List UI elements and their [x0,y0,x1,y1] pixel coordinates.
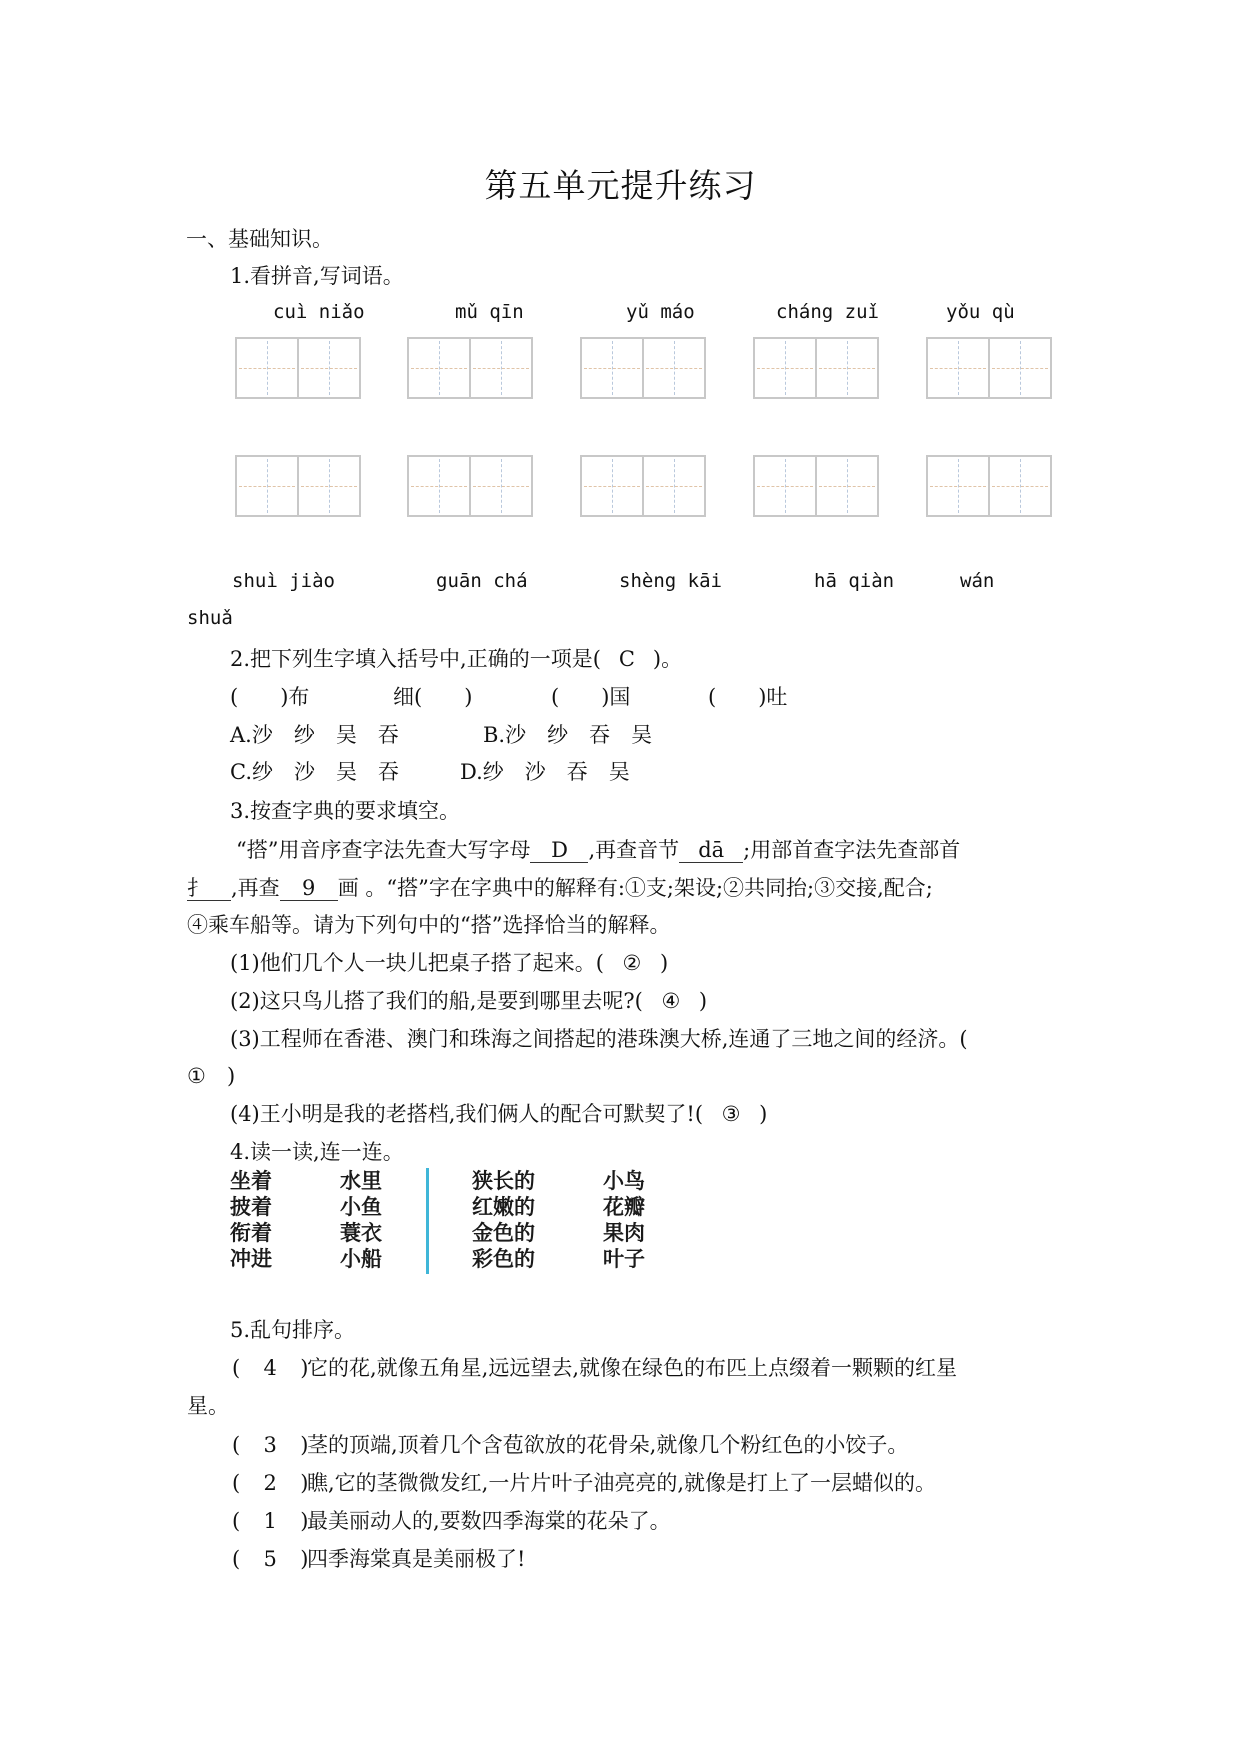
q2-option-d[interactable]: D.纱 沙 吞 吴 [460,760,630,784]
q3-item-answer[interactable]: ② [622,951,642,975]
order-blank[interactable]: ( 1 ) [232,1509,309,1533]
q3-item-wrap [187,1062,235,1090]
grid-cell[interactable] [928,339,988,397]
q1-prompt: 1.看拼音,写词语。 [230,264,404,288]
character-grid[interactable] [407,337,533,399]
grid-cell[interactable] [237,457,297,515]
match-item[interactable]: 小鸟 [603,1169,645,1193]
q3-item-answer[interactable]: ③ [721,1102,741,1126]
character-grid[interactable] [580,455,706,517]
q2-blank[interactable]: ( )国 [551,685,631,709]
pinyin-label: guān chá [436,570,528,592]
q3-item-end: ) [759,1102,768,1126]
grid-cell[interactable] [815,457,877,515]
order-blank[interactable]: ( 4 ) [232,1356,309,1380]
grid-cell[interactable] [469,339,531,397]
q3-item-text: (2)这只鸟儿搭了我们的船,是要到哪里去呢?( [230,989,643,1013]
q3-text: 画 。“搭”字在字典中的解释有:①支;架设;②共同抬;③交接,配合; [337,876,933,900]
pinyin-label: shèng kāi [619,570,722,592]
q5-item [232,1545,525,1573]
match-divider [426,1168,429,1274]
q3-line3: ④乘车船等。请为下列句中的“搭”选择恰当的解释。 [187,913,671,937]
order-value[interactable]: 1 [263,1509,277,1533]
q3-item [230,1100,767,1128]
character-grid[interactable] [926,337,1052,399]
grid-cell[interactable] [755,457,815,515]
match-item[interactable]: 狭长的 [472,1169,535,1193]
character-grid[interactable] [753,337,879,399]
q5-item [232,1354,957,1382]
q5-item-text: 茎的顶端,顶着几个含苞欲放的花骨朵,就像几个粉红色的小饺子。 [307,1433,909,1457]
match-item[interactable]: 小船 [340,1247,382,1271]
q3-item-end: ) [227,1064,236,1088]
pinyin-label: mǔ qīn [455,301,524,323]
match-item[interactable]: 花瓣 [603,1195,645,1219]
q2-prompt [230,645,682,673]
pinyin-label: cuì niǎo [273,301,365,323]
match-item[interactable]: 果肉 [603,1221,645,1245]
pinyin-label: shuì jiào [232,570,335,592]
grid-cell[interactable] [755,339,815,397]
q2-prompt-end: )。 [652,647,683,671]
q2-blank[interactable]: ( )吐 [708,685,788,709]
order-blank[interactable]: ( 5 ) [232,1547,309,1571]
grid-cell[interactable] [297,457,359,515]
radical-blank[interactable]: 扌 [187,876,231,901]
q5-item-text: 最美丽动人的,要数四季海棠的花朵了。 [307,1509,671,1533]
q5-item [232,1431,908,1459]
q2-option-b[interactable]: B.沙 纱 吞 吴 [483,723,653,747]
q3-text: ,再查音节 [588,838,680,862]
q2-option-a[interactable]: A.沙 纱 吴 吞 [230,723,399,747]
q5-item [232,1507,671,1535]
order-value[interactable]: 4 [263,1356,277,1380]
q3-item-end: ) [659,951,669,975]
q3-text: ;用部首查字法先查部首 [743,838,961,862]
grid-cell[interactable] [988,339,1050,397]
pinyin-label: yǒu qù [946,301,1015,323]
match-column-right-a [472,1168,535,1272]
q5-item-text: 瞧,它的茎微微发红,一片片叶子油亮亮的,就像是打上了一层蜡似的。 [307,1471,937,1495]
pinyin-label: shuǎ [187,607,233,629]
q2-blank[interactable]: ( )布 [230,685,310,709]
character-grid[interactable] [235,455,361,517]
section-heading: 一、基础知识。 [186,227,333,251]
match-column-right-b [603,1168,645,1272]
order-value[interactable]: 3 [263,1433,277,1457]
q3-line2 [187,874,933,902]
order-value[interactable]: 2 [263,1471,277,1495]
order-blank[interactable]: ( 2 ) [232,1471,309,1495]
q3-item-end: ) [698,989,708,1013]
q3-prompt: 3.按查字典的要求填空。 [230,799,461,823]
q2-answer[interactable]: C [618,647,635,671]
match-item[interactable]: 坐着 [230,1169,272,1193]
q5-item-text: 四季海棠真是美丽极了! [307,1547,526,1571]
grid-cell[interactable] [297,339,359,397]
character-grid[interactable] [407,455,533,517]
match-item[interactable]: 蓑衣 [340,1221,382,1245]
grid-cell[interactable] [469,457,531,515]
character-grid[interactable] [580,337,706,399]
match-item[interactable]: 叶子 [603,1247,645,1271]
q3-line1 [236,836,960,864]
character-grid[interactable] [235,337,361,399]
pinyin-label: cháng zuǐ [776,301,879,323]
match-item[interactable]: 红嫩的 [472,1195,535,1219]
q3-item: (3)工程师在香港、澳门和珠海之间搭起的港珠澳大桥,连通了三地之间的经济。( [230,1027,968,1051]
q3-item [230,987,707,1015]
q2-blank[interactable]: 细( ) [393,685,473,709]
q3-item-answer[interactable]: ① [187,1064,206,1088]
match-column-left-a [230,1168,272,1272]
grid-cell[interactable] [642,339,704,397]
pinyin-label: hā qiàn [814,570,895,592]
syllable-blank[interactable]: dā [679,838,743,863]
grid-cell[interactable] [815,339,877,397]
pinyin-label: yǔ máo [626,301,695,323]
match-item[interactable]: 彩色的 [472,1247,535,1271]
q2-prompt-text: 2.把下列生字填入括号中,正确的一项是( [230,647,601,671]
match-item[interactable]: 披着 [230,1195,272,1219]
q3-item [230,949,668,977]
grid-cell[interactable] [928,457,988,515]
character-grid[interactable] [926,455,1052,517]
match-item[interactable]: 小鱼 [340,1195,382,1219]
grid-cell[interactable] [409,457,469,515]
match-item[interactable]: 水里 [340,1169,382,1193]
match-column-left-b [340,1168,382,1272]
order-value[interactable]: 5 [263,1547,277,1571]
grid-cell[interactable] [642,457,704,515]
character-grid[interactable] [753,455,879,517]
grid-cell[interactable] [582,339,642,397]
grid-cell[interactable] [237,339,297,397]
strokes-blank[interactable]: 9 [280,876,338,901]
q5-prompt: 5.乱句排序。 [230,1318,356,1342]
q5-item [232,1469,936,1497]
grid-cell[interactable] [988,457,1050,515]
q3-item-answer[interactable]: ④ [661,989,681,1013]
q3-item-text: (4)王小明是我的老搭档,我们俩人的配合可默契了!( [230,1102,704,1126]
match-item[interactable]: 金色的 [472,1221,535,1245]
q5-item-wrap: 星。 [187,1394,229,1418]
grid-cell[interactable] [409,339,469,397]
order-blank[interactable]: ( 3 ) [232,1433,309,1457]
pinyin-label: wán [960,570,995,592]
q2-option-c[interactable]: C.纱 沙 吴 吞 [230,760,399,784]
q3-text: “搭”用音序查字法先查大写字母 [236,838,531,862]
q3-item-text: (1)他们几个人一块儿把桌子搭了起来。( [230,951,604,975]
letter-blank[interactable]: D [530,838,588,863]
page-title: 第五单元提升练习 [484,166,757,205]
q3-text: ,再查 [231,876,280,900]
q4-prompt: 4.读一读,连一连。 [230,1140,404,1164]
q5-item-text: 它的花,就像五角星,远远望去,就像在绿色的布匹上点缀着一颗颗的红星 [307,1356,958,1380]
match-item[interactable]: 冲进 [230,1247,272,1271]
grid-cell[interactable] [582,457,642,515]
match-item[interactable]: 衔着 [230,1221,272,1245]
